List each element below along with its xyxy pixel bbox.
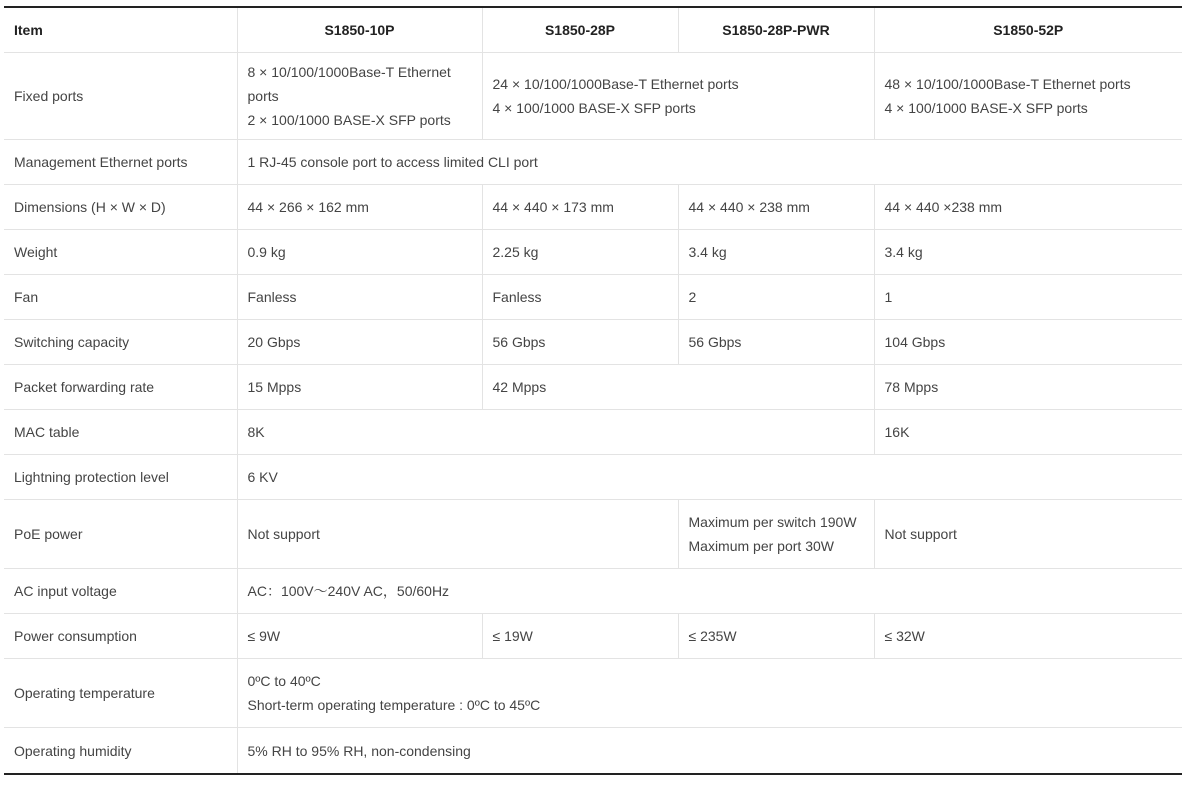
- row-fan: [4, 275, 1182, 320]
- cell-line: ports: [247, 88, 279, 104]
- cell-value: Not support: [874, 500, 1182, 569]
- cell-value: 15 Mpps: [237, 365, 482, 410]
- cell-value: 44 × 440 × 173 mm: [482, 185, 678, 230]
- header-model: S1850-52P: [874, 7, 1182, 53]
- cell-line: 8 × 10/100/1000Base-T Ethernet: [247, 64, 451, 80]
- row-label: Operating humidity: [4, 728, 237, 775]
- cell-value: 1: [874, 275, 1182, 320]
- cell-value: 104 Gbps: [874, 320, 1182, 365]
- cell-value: 0.9 kg: [237, 230, 482, 275]
- cell-value: 2.25 kg: [482, 230, 678, 275]
- header-row: [4, 7, 1182, 53]
- row-lightning-protection: [4, 455, 1182, 500]
- cell-value: 56 Gbps: [482, 320, 678, 365]
- cell-value: Fanless: [237, 275, 482, 320]
- cell-line: 24 × 10/100/1000Base-T Ethernet ports: [492, 76, 739, 92]
- cell-value: ≤ 9W: [237, 614, 482, 659]
- row-label: Fixed ports: [4, 53, 237, 140]
- cell-value: 3.4 kg: [874, 230, 1182, 275]
- cell-value: 56 Gbps: [678, 320, 874, 365]
- row-switching-capacity: [4, 320, 1182, 365]
- row-label: Lightning protection level: [4, 455, 237, 500]
- row-label: Operating temperature: [4, 659, 237, 728]
- row-label: PoE power: [4, 500, 237, 569]
- cell-value: [874, 53, 1182, 140]
- cell-value: [482, 53, 874, 140]
- cell-value: ≤ 19W: [482, 614, 678, 659]
- header-model: S1850-28P-PWR: [678, 7, 874, 53]
- row-label: Packet forwarding rate: [4, 365, 237, 410]
- cell-value: 20 Gbps: [237, 320, 482, 365]
- row-poe-power: [4, 500, 1182, 569]
- cell-value: 42 Mpps: [482, 365, 874, 410]
- cell-value: 16K: [874, 410, 1182, 455]
- cell-value: 3.4 kg: [678, 230, 874, 275]
- row-power-consumption: [4, 614, 1182, 659]
- row-forwarding-rate: [4, 365, 1182, 410]
- cell-value: 1 RJ-45 console port to access limited CLI port: [237, 140, 1182, 185]
- row-label: Dimensions (H × W × D): [4, 185, 237, 230]
- cell-value: ≤ 235W: [678, 614, 874, 659]
- row-label: Switching capacity: [4, 320, 237, 365]
- cell-value: AC：100V～240V AC，50/60Hz: [237, 569, 1182, 614]
- row-label: Weight: [4, 230, 237, 275]
- row-operating-humidity: [4, 728, 1182, 775]
- row-mac-table: [4, 410, 1182, 455]
- cell-line: 4 × 100/1000 BASE-X SFP ports: [884, 100, 1088, 116]
- row-label: Management Ethernet ports: [4, 140, 237, 185]
- row-management-ports: [4, 140, 1182, 185]
- spec-table: [4, 6, 1182, 775]
- cell-value: 2: [678, 275, 874, 320]
- header-model: S1850-10P: [237, 7, 482, 53]
- row-label: MAC table: [4, 410, 237, 455]
- spec-table-container: [4, 6, 1182, 775]
- row-fixed-ports: [4, 53, 1182, 140]
- row-operating-temperature: [4, 659, 1182, 728]
- row-label: Fan: [4, 275, 237, 320]
- cell-value: 5% RH to 95% RH, non-condensing: [237, 728, 1182, 775]
- cell-value: 78 Mpps: [874, 365, 1182, 410]
- cell-line: Maximum per port 30W: [688, 538, 834, 554]
- cell-value: ≤ 32W: [874, 614, 1182, 659]
- cell-value: [678, 500, 874, 569]
- cell-value: 44 × 440 × 238 mm: [678, 185, 874, 230]
- cell-value: 44 × 440 ×238 mm: [874, 185, 1182, 230]
- cell-line: 0ºC to 40ºC: [247, 673, 321, 689]
- cell-value: Not support: [237, 500, 678, 569]
- cell-line: 48 × 10/100/1000Base-T Ethernet ports: [884, 76, 1131, 92]
- header-model: S1850-28P: [482, 7, 678, 53]
- row-label: Power consumption: [4, 614, 237, 659]
- cell-line: Short-term operating temperature : 0ºC to 45ºC: [247, 697, 541, 713]
- row-dimensions: [4, 185, 1182, 230]
- row-label: AC input voltage: [4, 569, 237, 614]
- cell-value: [237, 53, 482, 140]
- cell-value: 6 KV: [237, 455, 1182, 500]
- cell-line: Maximum per switch 190W: [688, 514, 857, 530]
- cell-line: 2 × 100/1000 BASE-X SFP ports: [247, 112, 451, 128]
- cell-line: 4 × 100/1000 BASE-X SFP ports: [492, 100, 696, 116]
- header-item: Item: [4, 7, 237, 53]
- cell-value: 8K: [237, 410, 874, 455]
- cell-value: [237, 659, 1182, 728]
- cell-value: Fanless: [482, 275, 678, 320]
- row-weight: [4, 230, 1182, 275]
- row-ac-input: [4, 569, 1182, 614]
- cell-value: 44 × 266 × 162 mm: [237, 185, 482, 230]
